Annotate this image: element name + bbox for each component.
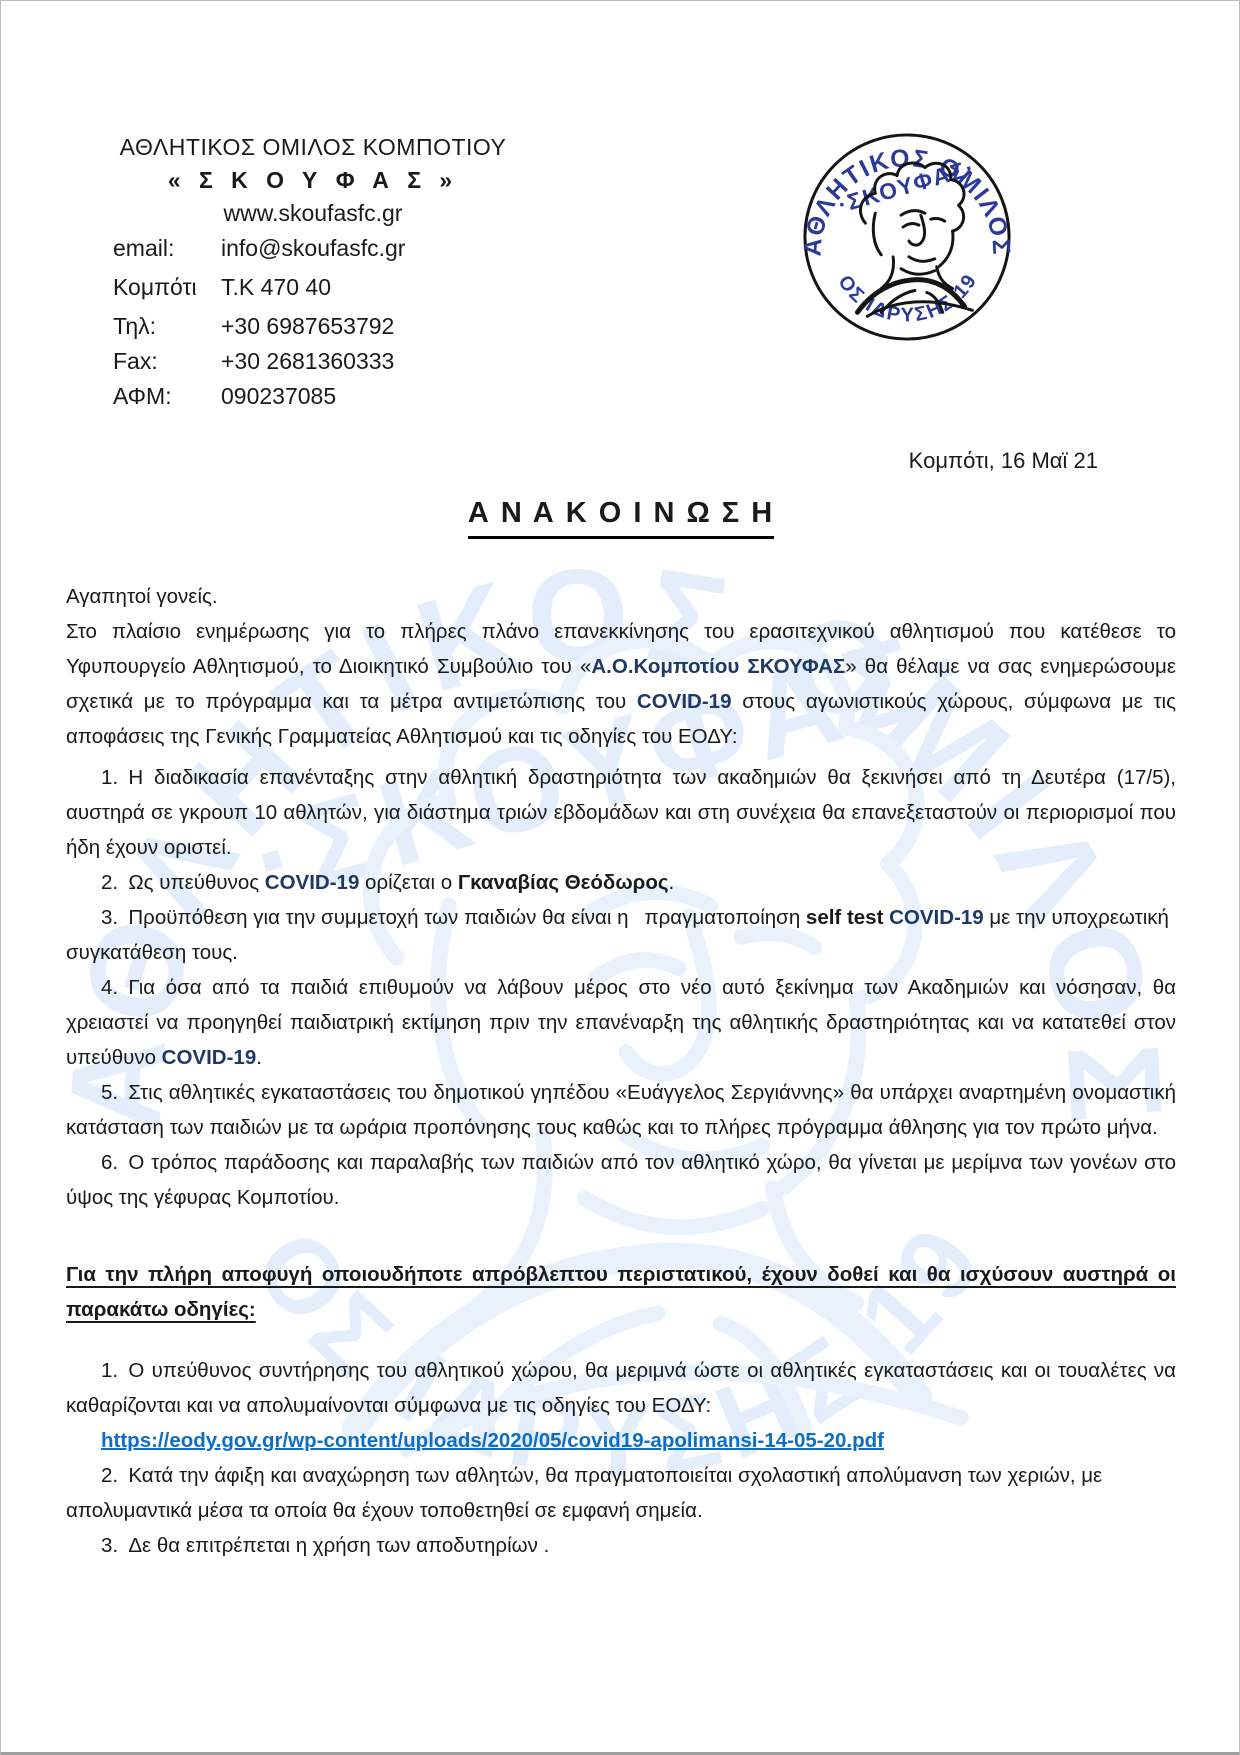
list-item-4: 4. Για όσα από τα παιδιά επιθυμούν να λάβουν μέρος στο νέο αυτό ξεκίνημα των Ακαδημιών και νόσησαν, θα χρειαστεί να προηγηθεί παιδιατρική εκτίμηση πριν την επανέναρξη της αθλητικής δραστηριότητας και να κατατεθεί στον υπεύθυνο COVID-19. xyxy=(66,976,1176,1069)
fax-value: +30 2681360333 xyxy=(221,348,395,374)
club-logo xyxy=(798,128,1016,346)
phone-value: +30 6987653792 xyxy=(221,313,395,339)
date-line: Κομπότι, 16 Μαϊ 21 xyxy=(908,448,1098,473)
email-label: email: xyxy=(113,235,175,261)
list-item-6: 6. Ο τρόπος παράδοσης και παραλαβής των παιδιών από τον αθλητικό χώρο, θα γίνεται με μερίμνα των γονέων στο ύψος της γέφυρας Κομποτίου. xyxy=(66,1151,1176,1209)
document-body xyxy=(66,443,1176,1563)
afm-value: 090237085 xyxy=(221,383,337,409)
intro-paragraph: Στο πλαίσιο ενημέρωσης για το πλήρες πλάνο επανεκκίνησης του ερασιτεχνικού αθλητισμού που κατέθεσε το Υφυπουργείο Αθλητισμού, το Διοικητικό Συμβούλιο του «Α.Ο.Κομποτίου ΣΚΟΥΦΑΣ» θα θέλαμε να σας ενημερώσουμε σχετικά με το πρόγραμμα και τα μέτρα αντιμετώπισης του COVID-19 στους αγωνιστικούς χώρους, σύμφωνα με τις αποφάσεις της Γενικής Γραμματείας Αθλητισμού και τις οδηγίες του ΕΟΔΥ: xyxy=(66,620,1176,748)
org-alias: « Σ Κ Ο Υ Φ Α Σ » xyxy=(167,167,459,193)
page-title: Α Ν Α Κ Ο Ι Ν Ω Σ Η xyxy=(468,496,774,539)
list-item-3: 3. Προϋπόθεση για την συμμετοχή των παιδιών θα είναι η πραγματοποίηση self test COVID-19 με την υποχρεωτική συγκατάθεση τους. xyxy=(66,906,1169,964)
org-website: www.skoufasfc.gr xyxy=(223,200,403,226)
email-value: info@skoufasfc.gr xyxy=(221,235,406,261)
guideline-item-1: 1. Ο υπεύθυνος συντήρησης του αθλητικού χώρου, θα μεριμνά ώστε οι αθλητικές εγκαταστάσεις και οι τουαλέτες να καθαρίζονται και να απολυμαίνονται σύμφωνα με τις οδηγίες του ΕΟΔΥ: xyxy=(66,1359,1176,1417)
letterhead xyxy=(113,131,613,413)
contact-row-phone xyxy=(113,310,613,343)
contact-row-email xyxy=(113,232,613,265)
list-item-1: 1. Η διαδικασία επανένταξης στην αθλητική δραστηριότητα των ακαδημιών θα ξεκινήσει από τη Δευτέρα (17/5), αυστηρά σε γκρουπ 10 αθλητών, για διάστημα τριών εβδομάδων και στη συνέχεια θα επανεξεταστούν οι περιορισμοί που ήδη έχουν οριστεί. xyxy=(66,766,1176,859)
contact-row-address xyxy=(113,271,613,304)
list-item-2: 2. Ως υπεύθυνος COVID-19 ορίζεται ο Γκαναβίας Θεόδωρος. xyxy=(101,871,675,894)
city-label: Κομπότι xyxy=(113,274,197,300)
org-name: ΑΘΛΗΤΙΚΟΣ ΟΜΙΛΟΣ ΚΟΜΠΟΤΙΟΥ xyxy=(119,134,507,160)
postal-code-value: Τ.Κ 470 40 xyxy=(221,274,331,300)
guideline-item-2: 2. Κατά την άφιξη και αναχώρηση των αθλητών, θα πραγματοποιείται σχολαστική απολύμανση των χεριών, με απολυμαντικά μέσα τα οποία θα έχουν τοποθετηθεί σε εμφανή σημεία. xyxy=(66,1464,1103,1522)
contact-row-fax xyxy=(113,345,613,378)
fax-label: Fax: xyxy=(113,348,158,374)
greeting: Αγαπητοί γονείς. xyxy=(66,585,218,608)
notice-heading: Για την πλήρη αποφυγή οποιουδήποτε απρόβλεπτου περιστατικού, έχουν δοθεί και θα ισχύσουν αυστηρά οι παρακάτω οδηγίες: xyxy=(66,1263,1176,1321)
phone-label: Τηλ: xyxy=(113,313,157,339)
contact-row-afm xyxy=(113,380,613,413)
eody-guidelines-link[interactable]: https://eody.gov.gr/wp-content/uploads/2020/05/covid19-apolimansi-14-05-20.pdf xyxy=(101,1429,884,1452)
guideline-item-3: 3. Δε θα επιτρέπεται η χρήση των αποδυτηρίων . xyxy=(101,1534,550,1557)
afm-label: ΑΦΜ: xyxy=(113,383,172,409)
list-item-5: 5. Στις αθλητικές εγκαταστάσεις του δημοτικού γηπέδου «Ευάγγελος Σεργιάννης» θα υπάρχει αναρτημένη ονομαστική κατάσταση των παιδιών με τα ωράρια προπόνησης τους καθώς και το πλήρες πρόγραμμα άθλησης για τον πρώτο μήνα. xyxy=(66,1081,1176,1139)
